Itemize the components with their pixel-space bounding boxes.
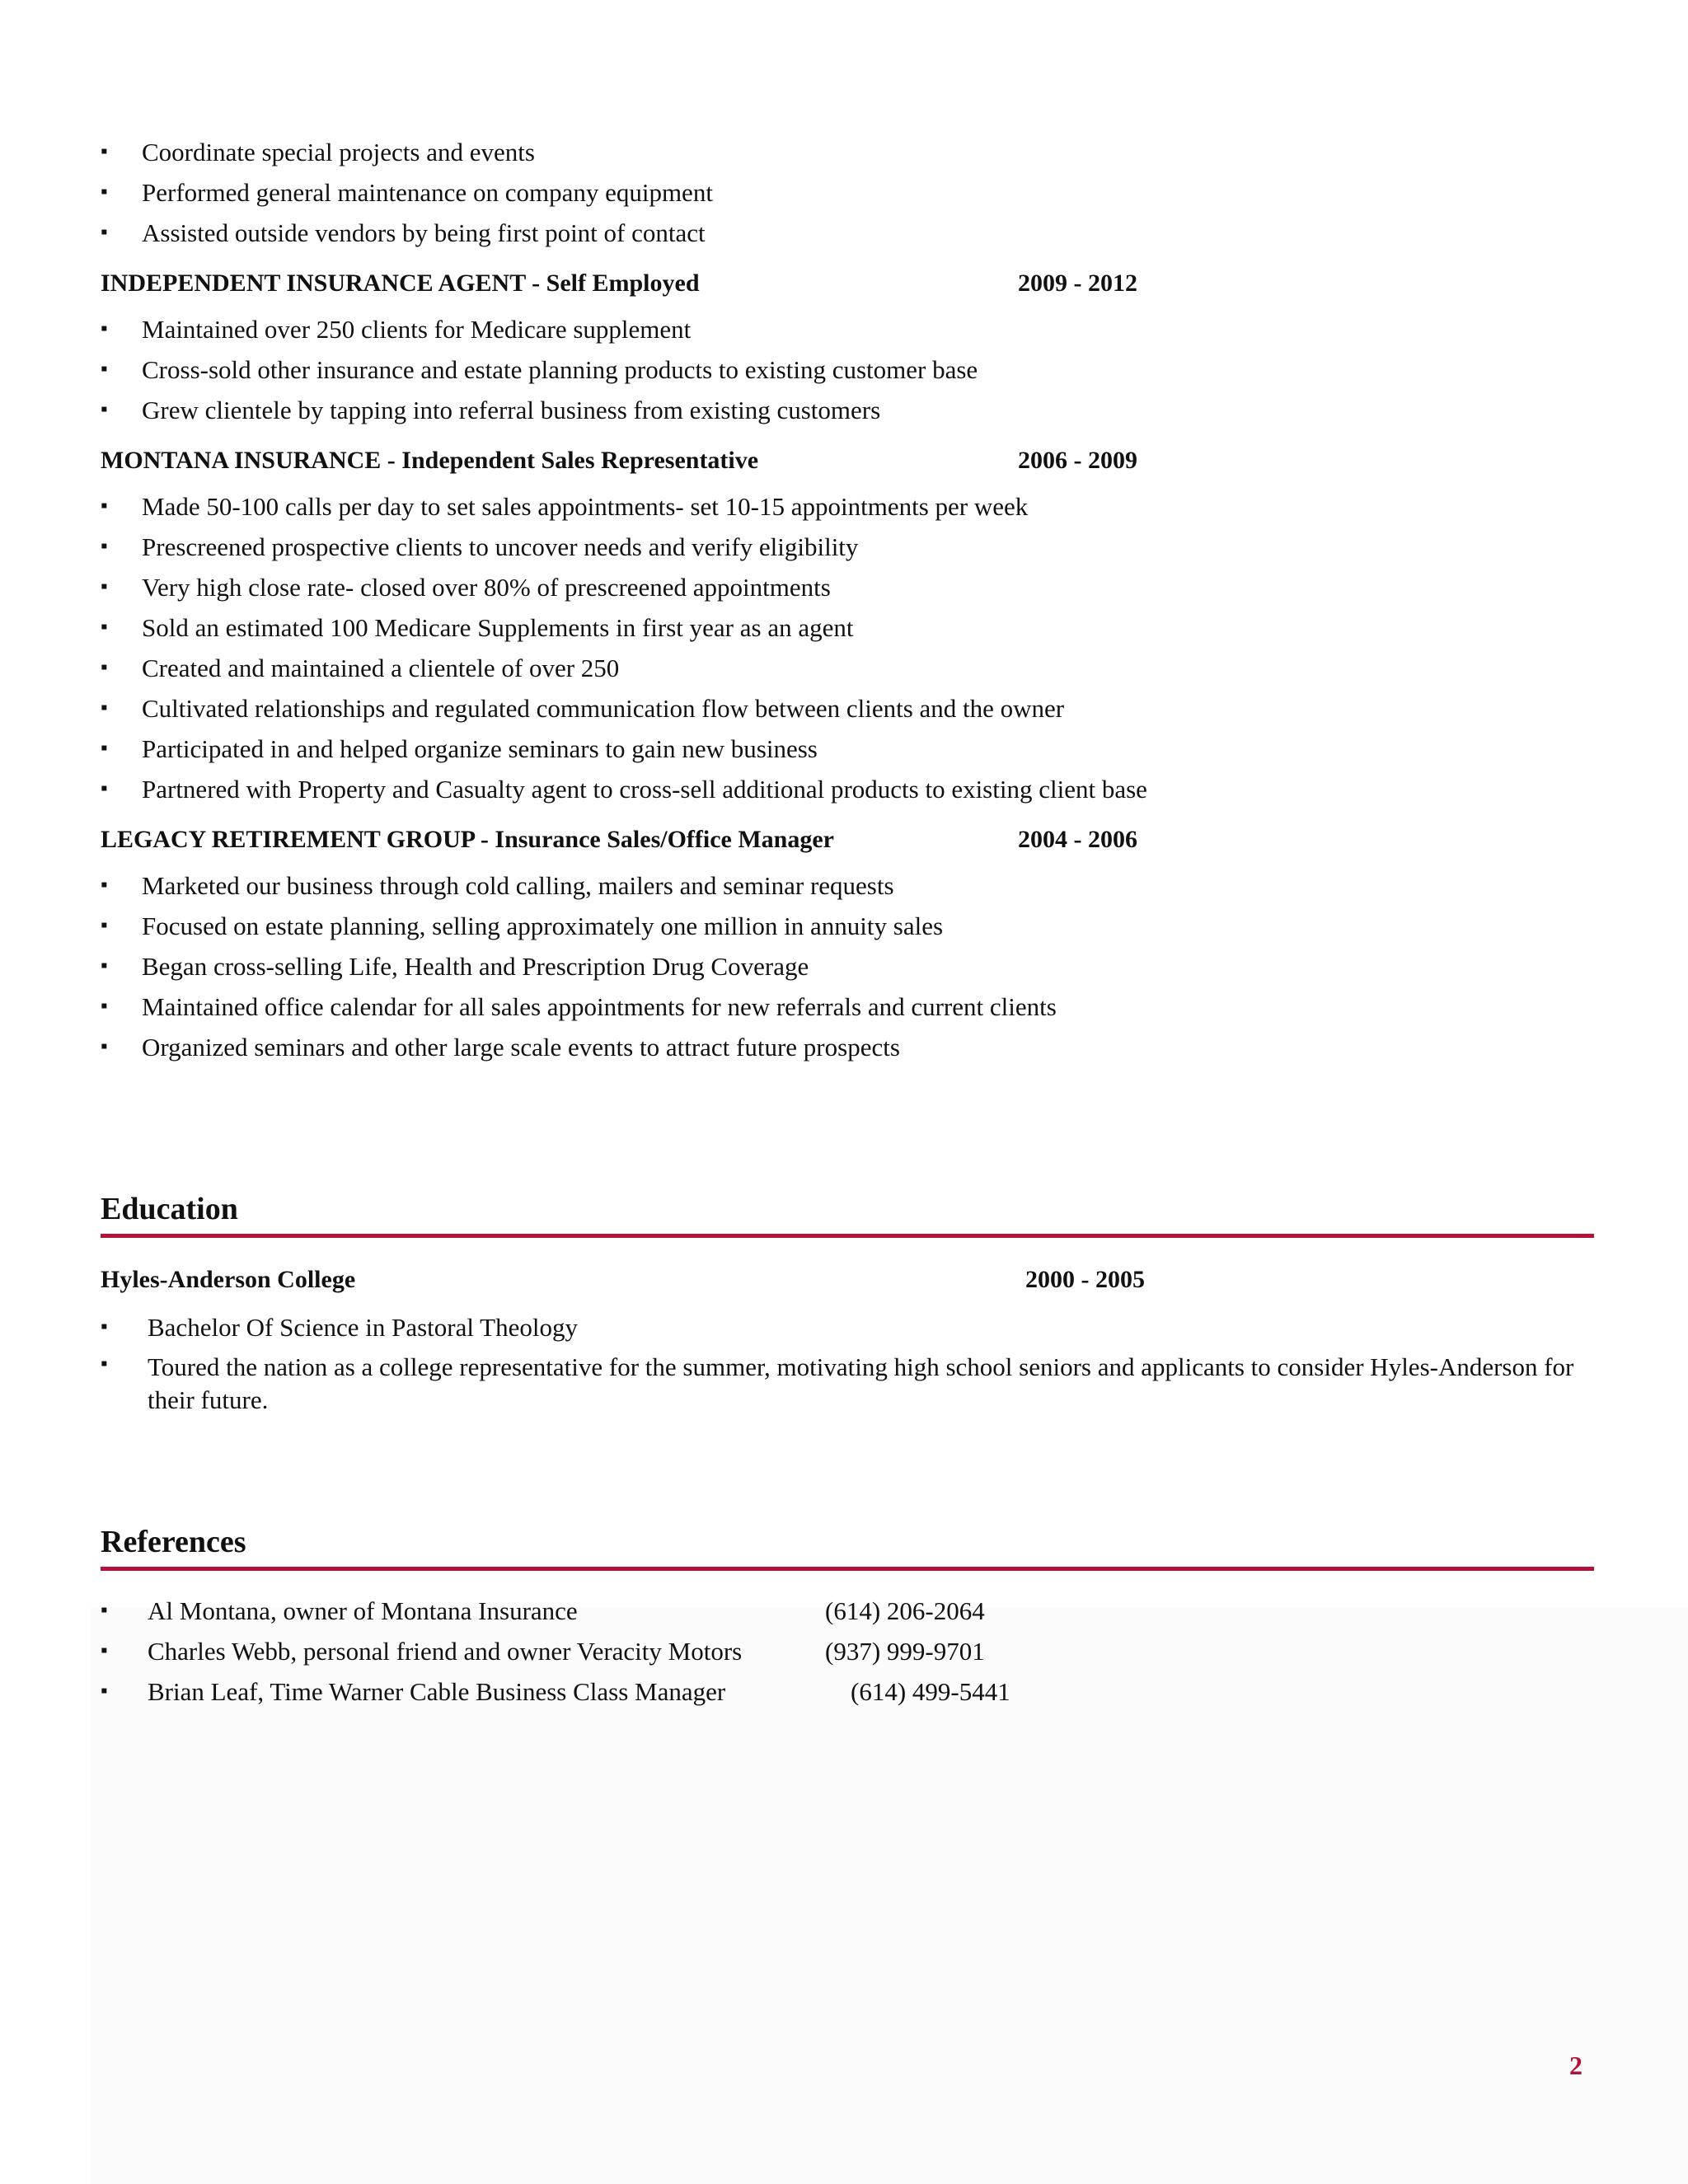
- list-item: ▪ Created and maintained a clientele of over 250: [101, 648, 1592, 688]
- references-section: [101, 1524, 1592, 1712]
- list-item: ▪ Assisted outside vendors by being first point of contact: [101, 213, 1592, 253]
- list-item: ▪ Began cross-selling Life, Health and Prescription Drug Coverage: [101, 946, 1592, 987]
- list-item: ▪ Toured the nation as a college representative for the summer, motivating high school seniors and applicants to consider Hyles-Anderson for their future.: [101, 1347, 1592, 1417]
- job-title: LEGACY RETIREMENT GROUP - Insurance Sales/Office Manager: [101, 826, 834, 853]
- reference-item: [101, 1671, 1592, 1712]
- reference-name: ▪ Brian Leaf, Time Warner Cable Business Class Manager: [148, 1677, 726, 1706]
- section-heading-references: References: [101, 1524, 1594, 1571]
- list-item: ▪ Made 50-100 calls per day to set sales appointments- set 10-15 appointments per week: [101, 486, 1592, 527]
- list-item: ▪ Bachelor Of Science in Pastoral Theology: [101, 1307, 1592, 1347]
- job-bullets: [101, 309, 1592, 430]
- list-item: ▪ Performed general maintenance on company equipment: [101, 172, 1592, 213]
- reference-phone: (614) 499-5441: [851, 1677, 1010, 1706]
- reference-name: ▪ Al Montana, owner of Montana Insurance: [148, 1596, 578, 1625]
- job-entry-legacy-retirement: [101, 824, 1592, 1067]
- reference-phone: (937) 999-9701: [825, 1637, 985, 1666]
- education-section: [101, 1191, 1592, 1417]
- list-item: ▪ Marketed our business through cold calling, mailers and seminar requests: [101, 865, 1592, 906]
- list-item: ▪ Focused on estate planning, selling approximately one million in annuity sales: [101, 906, 1592, 946]
- list-item: ▪ Maintained office calendar for all sales appointments for new referrals and current clients: [101, 987, 1592, 1027]
- list-item: ▪ Cultivated relationships and regulated communication flow between clients and the owner: [101, 688, 1592, 729]
- page-number: 2: [1569, 2050, 1582, 2080]
- reference-item: [101, 1591, 1592, 1631]
- job-dates: 2004 - 2006: [1018, 826, 1137, 853]
- education-bullets: [101, 1307, 1592, 1417]
- job-dates: 2009 - 2012: [1018, 269, 1137, 297]
- job-entry-montana-insurance: [101, 445, 1592, 809]
- list-item: ▪ Grew clientele by tapping into referral business from existing customers: [101, 390, 1592, 430]
- references-list: [101, 1591, 1592, 1712]
- school-name: Hyles-Anderson College: [101, 1266, 356, 1293]
- job-dates: 2006 - 2009: [1018, 447, 1137, 474]
- job-header: [101, 268, 1592, 299]
- list-item: ▪ Participated in and helped organize seminars to gain new business: [101, 729, 1592, 769]
- list-item: ▪ Organized seminars and other large scale events to attract future prospects: [101, 1027, 1592, 1067]
- reference-name: ▪ Charles Webb, personal friend and owner Veracity Motors: [148, 1637, 743, 1666]
- list-item: ▪ Sold an estimated 100 Medicare Supplements in first year as an agent: [101, 607, 1592, 648]
- list-item: ▪ Coordinate special projects and events: [101, 132, 1592, 172]
- reference-phone: (614) 206-2064: [825, 1596, 985, 1625]
- section-heading-education: Education: [101, 1191, 1594, 1238]
- list-item: ▪ Very high close rate- closed over 80% of prescreened appointments: [101, 567, 1592, 607]
- resume-page: [101, 132, 1592, 1712]
- job-header: [101, 824, 1592, 855]
- job-bullets: [101, 486, 1592, 809]
- job-header: [101, 445, 1592, 476]
- list-item: ▪ Prescreened prospective clients to uncover needs and verify eligibility: [101, 527, 1592, 567]
- prior-job-bullets: [101, 132, 1592, 253]
- list-item: ▪ Cross-sold other insurance and estate planning products to existing customer base: [101, 349, 1592, 390]
- education-dates: 2000 - 2005: [1025, 1266, 1145, 1293]
- reference-item: [101, 1631, 1592, 1671]
- job-title: MONTANA INSURANCE - Independent Sales Representative: [101, 447, 759, 474]
- job-title: INDEPENDENT INSURANCE AGENT - Self Employed: [101, 269, 700, 297]
- education-header: [101, 1264, 1592, 1296]
- job-entry-independent-agent: [101, 268, 1592, 430]
- job-bullets: [101, 865, 1592, 1067]
- list-item: ▪ Partnered with Property and Casualty agent to cross-sell additional products to existing client base: [101, 769, 1592, 809]
- list-item: ▪ Maintained over 250 clients for Medicare supplement: [101, 309, 1592, 349]
